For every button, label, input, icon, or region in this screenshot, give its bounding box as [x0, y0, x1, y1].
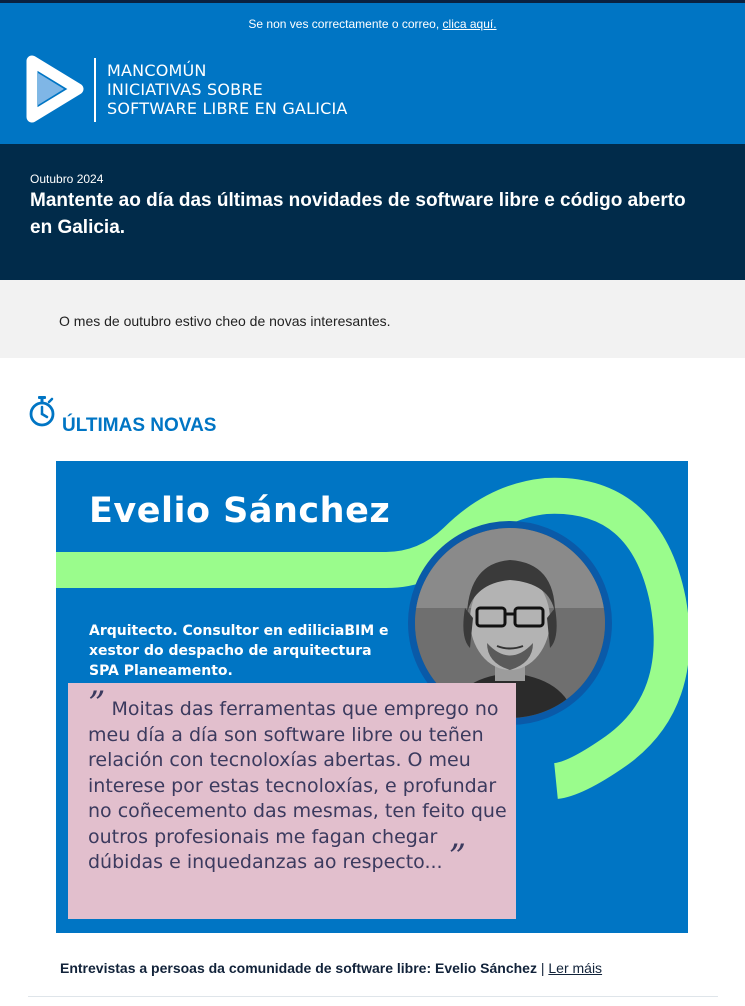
brand-line-2: INICIATIVAS SOBRE [107, 80, 263, 99]
logo-divider [94, 58, 96, 122]
section-title: ÚLTIMAS NOVAS [62, 415, 217, 436]
caption-separator: | [540, 960, 545, 976]
open-quote-mark: ” [88, 684, 106, 724]
interviewee-role: Arquitecto. Consultor en ediliciaBIM e xestor do despacho de arquitectura SPA Planeamento. [89, 623, 389, 679]
brand-wordmark [107, 61, 348, 118]
section-divider [28, 996, 718, 997]
preheader-text: Se non ves correctamente o correo, [248, 17, 440, 31]
brand-line-3: SOFTWARE LIBRE EN GALICIA [107, 99, 348, 118]
stopwatch-icon [28, 395, 56, 429]
view-in-browser-link[interactable]: clica aquí. [442, 17, 497, 31]
email-header [0, 3, 745, 144]
feature-caption [60, 960, 602, 976]
interview-feature-image[interactable] [56, 461, 688, 933]
interviewee-name: Evelio Sánchez [89, 491, 391, 531]
interview-quote [88, 684, 508, 877]
caption-text: Entrevistas a persoas da comunidade de software libre: Evelio Sánchez [60, 960, 537, 976]
intro-text: O mes de outubro estivo cheo de novas interesantes. [59, 313, 391, 329]
quote-box [68, 683, 516, 919]
mancomun-logo-icon [24, 55, 84, 123]
quote-text: Moitas das ferramentas que emprego no meu día a día son software libre ou teñen relación con tecnoloxías abertas. O meu interese por estas tecnoloxías, e profundar no coñecemento das mesmas, ten feito que outros profesionais me fagan chegar dúbidas e inquedanzas ao respecto... [88, 698, 507, 873]
brand-line-1: MANCOMÚN [107, 61, 207, 80]
banner-headline: Mantente ao día das últimas novidades de software libre e código aberto en Galicia. [30, 190, 686, 238]
intro-section [0, 280, 745, 358]
read-more-link[interactable]: Ler máis [548, 960, 603, 976]
newsletter-banner [0, 144, 745, 280]
close-quote-mark: ” [448, 837, 467, 877]
issue-date: Outubro 2024 [30, 172, 104, 186]
preheader [0, 17, 745, 31]
